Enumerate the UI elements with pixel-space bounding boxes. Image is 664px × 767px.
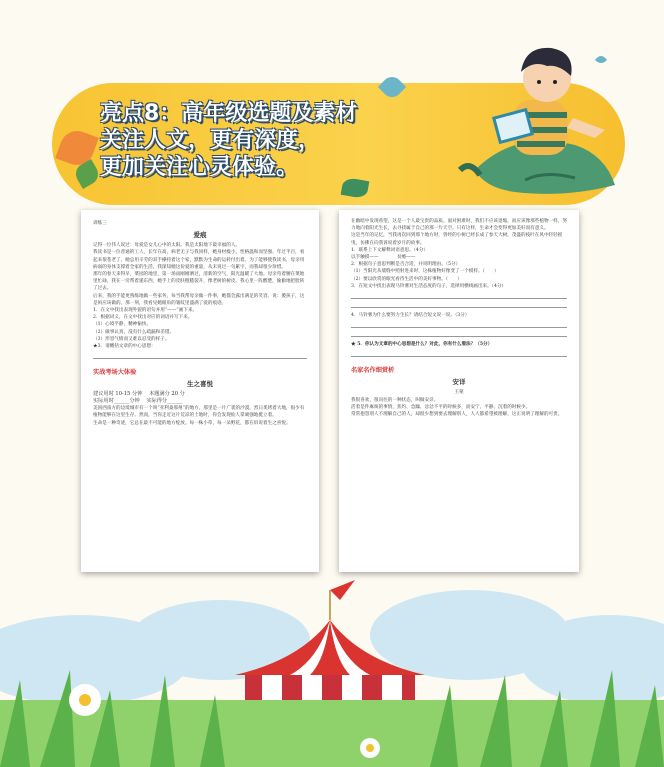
answer-line [351,348,567,357]
question-2b: （2）要以欣赏的眼光看待生活中的美好事物。（ ） [351,276,462,282]
poem-paragraph: 我很喜欢，很向往的一种状态，叫做安详。 [351,397,439,403]
article-title: 爱痕 [193,231,207,240]
poem-title: 安详 [452,378,466,387]
article-paragraph: 在幽暗中发现希望，这是一个人最宝贵的品质。面对困难时，我们不应该退缩，而应该像那些植物一样，努力地向着阳光生长，去寻找属于自己的那一片天空。只有这样，生命才会变得更加美好而有意义。 [351,219,567,232]
question-2b: （2）做事认真，没有什么疏漏和差错。 [93,329,175,335]
question-3: 3．在短文中找出表现马铃薯对生活态度的句子，选择用横线画出来。（4分） [351,283,507,289]
answer-line [351,328,567,337]
answer-line [351,290,567,299]
essay-meta [93,391,307,405]
answer-line [351,319,567,328]
poem-paragraph: 活着是件麻烦的事情，焦灼、急躁、忿忿不平的时候多，而安宁、平静、沉着的时候少。 [351,404,531,410]
question-2: 2．根据词义，在文中找出对应的词语并写下来。 [93,315,193,321]
question-2a: （1）心境平静，精神愉快。 [93,322,152,328]
right-worksheet-page [339,210,579,572]
section-heading: 名家名作细赏析 [351,367,395,375]
question-4: 4．马铃薯为什么要努力生长？请结合短文说一说。（3分） [351,313,470,319]
article-paragraph: 那年的春天来得早，菜园的地里，第一场雨刚刚洒过，清新的空气，阳光温暖了大地。母亲弯着腰在菜地里忙碌，我在一旁帮着递东西，她手上的皮肤粗糙裂开，像老树的树皮。我心里一阵酸楚，偷偷地把脸转了过去。 [93,272,305,292]
exercise-label: 训练三 [93,221,107,226]
headline-line-2: 关注人文，更有深度， [100,128,321,153]
score-label: 本题满分 20 分 [149,391,185,398]
question-1: 1．在文中找出表现外貌的语句并用“——”画下来。 [93,308,198,314]
answer-line [351,299,567,308]
question-1: 1．联系上下文解释词语意思。（4分） [351,247,429,253]
left-worksheet-page [81,210,319,572]
article-paragraph: 记得一位伟人说过：母爱是女儿心中的太阳。我是太阳地下最幸福的人。 [93,243,241,249]
leaf-decoration [378,73,406,101]
answer-line [93,350,307,359]
article-paragraph: 后来，我的手能更熟练地做一些家务，每当我帮母亲做一件事，她都会露出满足的笑容，说：傻孩子，这是妈应该做的。那一刻，我看见她眼角的皱纹里盛满了爱的痕迹。 [93,293,305,306]
article-paragraph: 我读书是一位普通的工人，长年在高，病老无子与我同样，她身材瘦小，性格温和而坚强。年过半百，看起来很苍老了，她总用辛劳的双手操持着这个家，默默为生命的运转付出着。为了能够使我读书，母亲用病弱的身体支撑着全家的生活，我深知她这份爱的重量，从未说过一句累字，而我却很少珍惜。 [93,250,305,270]
headline-line-1: 亮点8：高年级选题及素材 [100,101,358,126]
question-2a: （1）当阳光从墙缝中照射进来时，这株植物好像变了一个模样。（ ） [351,269,499,275]
essay-title: 生之喜悦 [187,380,213,389]
question-2: 2．根据句子意思判断是否合适，并说明理由。（5分） [351,262,461,268]
section-heading: 实战考场大体验 [93,369,137,377]
time-label: 建议用时 10-15 分钟 [93,391,143,398]
question-2c: （3）形容气愤而又难以忍受的样子。 [93,336,170,342]
question-1a: 以手触摸—— 贫瘠—— [351,255,416,261]
question-3: ★3．请概括文章的中心思想： [93,344,156,350]
essay-paragraph: 美国西南方的边境城市有一个叫“亚利桑那州”的地方，那里是一片广袤的沙漠，烈日炙烤着大地，很少有植物能够在这里生存。然而，当你走近这片荒凉的土地时，你会发现仙人掌顽强地挺立着。 [93,406,305,419]
essay-paragraph: 生命是一种奇迹，它总在最不可能的地方绽放。每一株小草，每一朵野花，都在诉说着生之喜悦。 [93,420,291,426]
headline-line-3: 更加关注心灵体验。 [100,155,299,180]
got-score-label: 实际得分______ [146,398,183,405]
article-paragraph: 这是当年的记忆，当我再次回到那个地方时，曾经的小树已经长成了参天大树，茂盛的枝叶在风中轻轻摇曳，仿佛在向我诉说着岁月的故事。 [351,233,563,246]
question-5: ★ 5．你认为文章的中心思想是什么？对此，你有什么看法？（5分） [351,342,493,348]
ground-decoration [0,580,664,767]
reading-boy-illustration [455,20,625,200]
used-time-label: 实际用时______分钟 [93,398,140,405]
poem-author: 王蒙 [454,390,464,396]
poem-paragraph: 常常抱怨别人不理解自己的人，却很少想到要去理解别人，人人都希望被理解，这正说明了理解的可贵。 [351,412,563,418]
headline [100,100,357,181]
